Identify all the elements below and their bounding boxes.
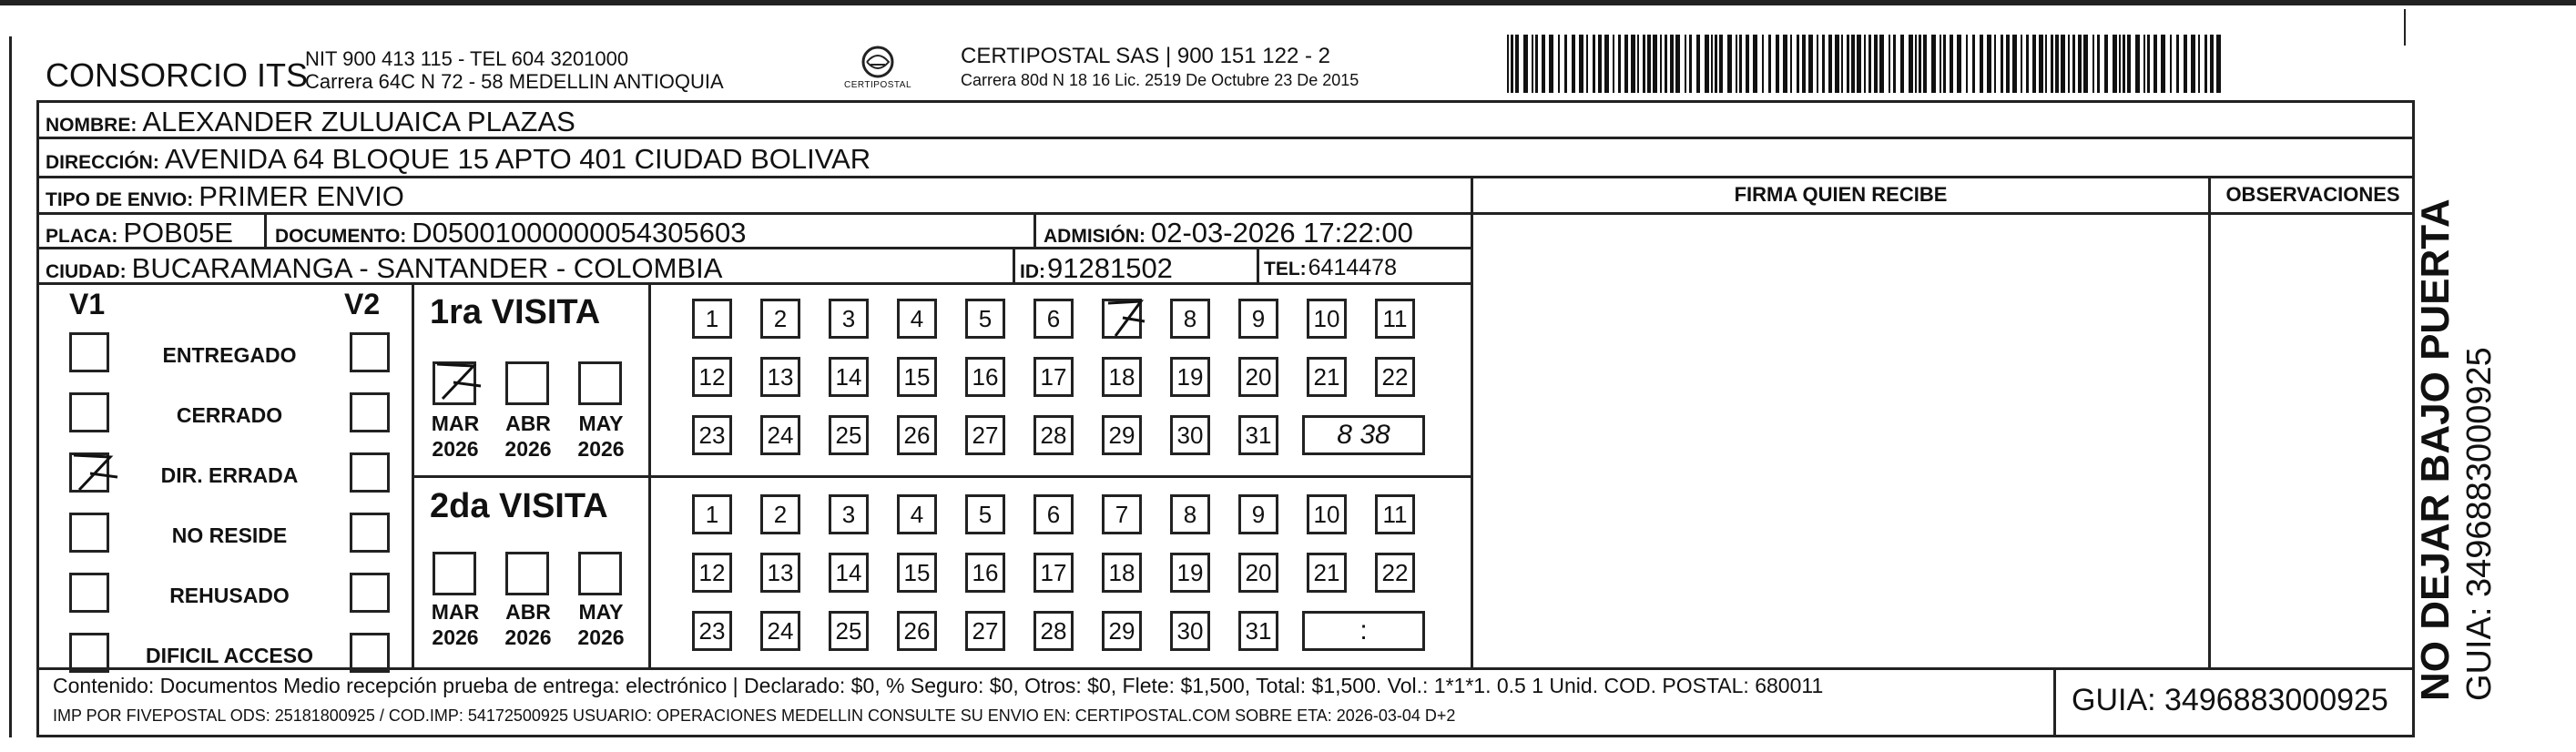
second-visit-day-box[interactable]: 25 [829, 611, 869, 651]
barcode-bar [1696, 35, 1700, 93]
first-visit-day-box[interactable]: 23 [692, 415, 732, 455]
first-visit-title: 1ra VISITA [430, 293, 601, 331]
status-option-label: NO RESIDE [171, 523, 288, 547]
company-address: Carrera 64C N 72 - 58 MEDELLIN ANTIOQUIA [305, 70, 724, 93]
second-visit-day-box[interactable]: 14 [829, 553, 869, 593]
status-option-label: CERRADO [176, 403, 283, 427]
second-visit-day-box[interactable]: 6 [1033, 494, 1074, 534]
tel-divider [1257, 247, 1259, 282]
barcode-bar [1943, 35, 1946, 93]
barcode-bar [1893, 35, 1896, 93]
admision-row [1044, 217, 1413, 249]
first-visit-month-label [496, 411, 560, 462]
v2-checkbox[interactable] [350, 573, 390, 613]
barcode-bar [1618, 35, 1621, 93]
first-visit-day-box[interactable]: 18 [1102, 357, 1142, 397]
id-value: 91281502 [1047, 252, 1173, 284]
barcode-bar [1593, 35, 1595, 93]
admision-divider [1033, 212, 1036, 247]
month-year: 2026 [432, 437, 479, 461]
barcode-bar [1511, 35, 1513, 93]
tel-row [1264, 255, 1397, 281]
barcode-bar [1532, 35, 1533, 93]
barcode-bar [1828, 35, 1832, 93]
ciudad-label: CIUDAD: [46, 261, 127, 282]
day-check-mark [1105, 296, 1150, 341]
month-name: MAY [578, 600, 624, 624]
second-visit-day-box[interactable]: 29 [1102, 611, 1142, 651]
placa-row [46, 217, 233, 249]
second-visit-day-box[interactable]: 2 [760, 494, 800, 534]
barcode-bar [2026, 35, 2029, 93]
second-visit-day-box[interactable]: 26 [897, 611, 937, 651]
v2-checkbox[interactable] [350, 332, 390, 372]
status-option-label: DIR. ERRADA [160, 463, 299, 487]
first-visit-day-box[interactable]: 25 [829, 415, 869, 455]
barcode-bar [1542, 35, 1545, 93]
ciudad-row [46, 252, 722, 285]
firma-left-line [1471, 176, 1473, 667]
barcode-bar [1647, 35, 1651, 93]
firma-header: FIRMA QUIEN RECIBE [1734, 183, 1948, 206]
second-visit-day-box[interactable]: 30 [1170, 611, 1210, 651]
barcode-bar [1613, 35, 1614, 93]
barcode-bar [1966, 35, 1968, 93]
barcode-bar [1689, 35, 1692, 93]
observaciones-header: OBSERVACIONES [2225, 183, 2400, 206]
top-border [0, 0, 2576, 5]
v1-checkbox[interactable] [69, 513, 109, 553]
barcode-bar [1711, 35, 1713, 93]
first-visit-day-box[interactable]: 11 [1375, 299, 1415, 339]
barcode-bar [1868, 35, 1871, 93]
second-visit-day-box[interactable]: 4 [897, 494, 937, 534]
barcode-bar [2092, 35, 2094, 93]
month-name: MAY [578, 412, 624, 435]
barcode-bar [2113, 35, 2117, 93]
barcode-bar [1889, 35, 1890, 93]
month-name: MAR [431, 412, 480, 435]
barcode-bar [2135, 35, 2140, 93]
barcode-bar [2204, 35, 2207, 93]
barcode-bar [1879, 35, 1884, 93]
barcode-bar [1665, 35, 1667, 93]
first-visit-month-box[interactable] [505, 361, 549, 405]
v2-checkbox[interactable] [350, 633, 390, 673]
second-visit-day-box[interactable]: 21 [1307, 553, 1347, 593]
first-visit-day-box[interactable]: 4 [897, 299, 937, 339]
v1-checkbox[interactable] [69, 332, 109, 372]
barcode-bar [1841, 35, 1843, 93]
barcode-bar [1919, 35, 1921, 93]
barcode-bar [1808, 35, 1813, 93]
status-option-label: REHUSADO [169, 584, 290, 607]
barcode-bar [1736, 35, 1737, 93]
barcode-bar [1598, 35, 1602, 93]
tipo-label: TIPO DE ENVIO: [46, 189, 194, 210]
placa-divider [264, 212, 267, 247]
barcode-bar [2210, 35, 2214, 93]
month-year: 2026 [504, 437, 552, 461]
barcode-bar [1835, 35, 1839, 93]
barcode-bar [2072, 35, 2075, 93]
barcode-bar [1980, 35, 1983, 93]
barcode-bar [2001, 35, 2003, 93]
status-option-label: DIFICIL ACCESO [145, 644, 313, 667]
second-visit-day-box[interactable]: 12 [692, 553, 732, 593]
second-visit-day-box[interactable]: 5 [965, 494, 1005, 534]
second-visit-day-box[interactable]: 3 [829, 494, 869, 534]
barcode-bar [1675, 35, 1680, 93]
second-visit-time-box[interactable]: : [1302, 611, 1425, 651]
second-visit-day-box[interactable]: 24 [760, 611, 800, 651]
certipostal-logo-icon [836, 44, 920, 98]
barcode [1507, 35, 2226, 93]
v1-checkbox[interactable] [69, 633, 109, 673]
first-visit-day-box[interactable]: 1 [692, 299, 732, 339]
first-visit-day-box[interactable]: 30 [1170, 415, 1210, 455]
first-visit-day-box[interactable]: 19 [1170, 357, 1210, 397]
month-year: 2026 [577, 437, 625, 461]
first-visit-day-box[interactable]: 14 [829, 357, 869, 397]
barcode-bar [1535, 35, 1538, 93]
second-visit-day-box[interactable]: 31 [1238, 611, 1278, 651]
second-visit-day-box[interactable]: 18 [1102, 553, 1142, 593]
second-visit-day-box[interactable]: 27 [965, 611, 1005, 651]
v2-header: V2 [344, 288, 381, 320]
first-visit-month-label [569, 411, 633, 462]
month-check-mark [433, 359, 484, 404]
first-visit-day-box[interactable]: 9 [1238, 299, 1278, 339]
first-visit-day-box[interactable]: 2 [760, 299, 800, 339]
second-visit-day-box[interactable]: 15 [897, 553, 937, 593]
barcode-bar [1857, 35, 1861, 93]
observaciones-area[interactable] [2213, 215, 2413, 666]
footer-line-1: Contenido: Documentos Medio recepción prueba de entrega: electrónico | Declarado: $0, % Seguro: $0, Otros: $0, Flete: $1,500, Total: $1,500. Vol.: 1*1*1. 0.5 1 Unid. COD. POSTAL: 680011 [53, 674, 1824, 697]
second-visit-day-box[interactable]: 20 [1238, 553, 1278, 593]
v1-check-mark [70, 450, 121, 495]
barcode-bar [1783, 35, 1787, 93]
v1-checkbox[interactable] [69, 452, 109, 493]
first-visit-day-box[interactable]: 12 [692, 357, 732, 397]
first-visit-day-box[interactable]: 26 [897, 415, 937, 455]
footer-line-2: IMP POR FIVEPOSTAL ODS: 25181800925 / COD.IMP: 54172500925 USUARIO: OPERACIONES MEDELLIN CONSULTE SU ENVIO EN: CERTIPOSTAL.COM SOBRE ETA: 2026-03-04 D+2 [53, 706, 1456, 725]
barcode-bar [1923, 35, 1927, 93]
month-year: 2026 [504, 625, 552, 649]
second-visit-day-box[interactable]: 17 [1033, 553, 1074, 593]
barcode-bar [2147, 35, 2150, 93]
id-divider [1013, 247, 1015, 282]
second-visit-day-box[interactable]: 7 [1102, 494, 1142, 534]
footer-guia: GUIA: 3496883000925 [2072, 683, 2388, 717]
barcode-bar [2216, 35, 2221, 93]
second-visit-month-label [569, 599, 633, 650]
documento-row [275, 217, 746, 249]
visit-split-line [412, 475, 1471, 478]
barcode-bar [2061, 35, 2065, 93]
barcode-bar [1909, 35, 1913, 93]
ciudad-value: BUCARAMANGA - SANTANDER - COLOMBIA [131, 252, 723, 284]
v2-checkbox[interactable] [350, 392, 390, 432]
nombre-label: NOMBRE: [46, 115, 137, 136]
barcode-bar [1950, 35, 1953, 93]
barcode-bar [1705, 35, 1709, 93]
month-year: 2026 [577, 625, 625, 649]
barcode-bar [2161, 35, 2165, 93]
barcode-bar [1768, 35, 1771, 93]
first-visit-day-box[interactable]: 31 [1238, 415, 1278, 455]
first-visit-month-box[interactable] [578, 361, 622, 405]
barcode-bar [2083, 35, 2088, 93]
logo-wordmark: CERTIPOSTAL [843, 80, 912, 90]
first-visit-day-box[interactable]: 10 [1307, 299, 1347, 339]
first-visit-day-box[interactable]: 6 [1033, 299, 1074, 339]
barcode-bar [1940, 35, 1941, 93]
v2-checkbox[interactable] [350, 452, 390, 493]
obs-left-line [2208, 176, 2211, 667]
barcode-bar [1915, 35, 1917, 93]
side-text [2413, 118, 2568, 701]
barcode-bar [1762, 35, 1764, 93]
nombre-value: ALEXANDER ZULUAICA PLAZAS [142, 106, 575, 137]
barcode-bar [1817, 35, 1818, 93]
barcode-bar [1523, 35, 1528, 93]
tel-value: 6414478 [1308, 255, 1397, 280]
first-visit-day-box[interactable]: 8 [1170, 299, 1210, 339]
first-visit-day-box[interactable]: 24 [760, 415, 800, 455]
first-visit-day-box[interactable]: 22 [1375, 357, 1415, 397]
barcode-bar [2032, 35, 2036, 93]
second-visit-day-box[interactable]: 13 [760, 553, 800, 593]
barcode-bar [1586, 35, 1588, 93]
barcode-bar [1670, 35, 1674, 93]
second-visit-day-box[interactable]: 28 [1033, 611, 1074, 651]
barcode-bar [1653, 35, 1657, 93]
second-visit-month-label [496, 599, 560, 650]
row-line-2 [36, 176, 2415, 178]
barcode-bar [1660, 35, 1662, 93]
barcode-bar [1637, 35, 1639, 93]
month-name: ABR [505, 412, 551, 435]
barcode-bar [2021, 35, 2022, 93]
second-visit-month-box[interactable] [578, 552, 622, 595]
barcode-bar [2153, 35, 2157, 93]
firma-area[interactable] [1475, 215, 2206, 666]
v1-checkbox[interactable] [69, 573, 109, 613]
v1-header: V1 [69, 288, 106, 320]
barcode-bar [1790, 35, 1792, 93]
barcode-bar [1822, 35, 1825, 93]
barcode-bar [2119, 35, 2121, 93]
barcode-bar [1558, 35, 1560, 93]
second-visit-month-box[interactable] [433, 552, 476, 595]
status-option-label: ENTREGADO [162, 343, 297, 367]
barcode-bar [2097, 35, 2100, 93]
barcode-bar [2051, 35, 2053, 93]
barcode-bar [1579, 35, 1583, 93]
barcode-bar [1851, 35, 1855, 93]
second-visit-day-box[interactable]: 22 [1375, 553, 1415, 593]
second-visit-day-box[interactable]: 1 [692, 494, 732, 534]
company-nit-tel: NIT 900 413 115 - TEL 604 3201000 [305, 47, 629, 70]
first-visit-month-label [423, 411, 487, 462]
barcode-bar [1643, 35, 1645, 93]
placa-value: POB05E [123, 217, 233, 249]
barcode-bar [2055, 35, 2059, 93]
first-visit-day-box[interactable]: 13 [760, 357, 800, 397]
barcode-bar [1507, 35, 1509, 93]
barcode-bar [1715, 35, 1717, 93]
certipostal-subtitle: Carrera 80d N 18 16 Lic. 2519 De Octubre 23 De 2015 [961, 71, 1359, 89]
admision-value: 02-03-2026 17:22:00 [1151, 217, 1413, 249]
barcode-bar [1719, 35, 1723, 93]
placa-label: PLACA: [46, 226, 118, 247]
edge-mark-right [2404, 9, 2406, 46]
nombre-row [46, 106, 575, 138]
barcode-bar [1753, 35, 1757, 93]
v1-checkbox[interactable] [69, 392, 109, 432]
left-edge-mark [9, 36, 12, 737]
barcode-bar [2176, 35, 2179, 93]
barcode-bar [1685, 35, 1686, 93]
month-name: MAR [431, 600, 480, 624]
second-visit-day-box[interactable]: 9 [1238, 494, 1278, 534]
id-label: ID: [1020, 261, 1045, 282]
barcode-bar [2012, 35, 2017, 93]
tipo-value: PRIMER ENVIO [199, 180, 404, 212]
first-visit-day-box[interactable]: 3 [829, 299, 869, 339]
documento-value: D05001000000054305603 [412, 217, 747, 249]
first-visit-day-box[interactable]: 21 [1307, 357, 1347, 397]
second-visit-title: 2da VISITA [430, 487, 608, 525]
barcode-bar [2198, 35, 2200, 93]
barcode-bar [1987, 35, 1991, 93]
second-visit-day-box[interactable]: 16 [965, 553, 1005, 593]
barcode-bar [1549, 35, 1553, 93]
barcode-bar [1624, 35, 1628, 93]
second-visit-day-box[interactable]: 8 [1170, 494, 1210, 534]
barcode-bar [1931, 35, 1936, 93]
admision-label: ADMISIÓN: [1044, 226, 1145, 247]
barcode-bar [1631, 35, 1635, 93]
barcode-bar [2039, 35, 2043, 93]
barcode-bar [1972, 35, 1975, 93]
barcode-bar [2104, 35, 2108, 93]
barcode-bar [2045, 35, 2047, 93]
first-visit-day-box[interactable]: 20 [1238, 357, 1278, 397]
barcode-bar [1957, 35, 1961, 93]
barcode-bar [1864, 35, 1866, 93]
month-name: ABR [505, 600, 551, 624]
first-visit-time-box[interactable]: 8 38 [1302, 415, 1425, 455]
barcode-bar [2170, 35, 2172, 93]
certipostal-logo [836, 44, 920, 98]
barcode-bar [1572, 35, 1575, 93]
direccion-value: AVENIDA 64 BLOQUE 15 APTO 401 CIUDAD BOLIVAR [164, 143, 871, 175]
first-visit-day-box[interactable]: 5 [965, 299, 1005, 339]
first-visit-day-box[interactable]: 27 [965, 415, 1005, 455]
company-name: CONSORCIO ITS [46, 56, 309, 94]
first-visit-day-box[interactable]: 28 [1033, 415, 1074, 455]
first-visit-day-box[interactable]: 29 [1102, 415, 1142, 455]
certipostal-title: CERTIPOSTAL SAS | 900 151 122 - 2 [961, 44, 1330, 68]
second-visit-month-box[interactable] [505, 552, 549, 595]
barcode-bar [2191, 35, 2195, 93]
second-visit-day-box[interactable]: 19 [1170, 553, 1210, 593]
barcode-bar [1604, 35, 1609, 93]
first-visit-month-box[interactable] [433, 361, 476, 405]
barcode-bar [2123, 35, 2125, 93]
barcode-bar [2127, 35, 2131, 93]
barcode-bar [1874, 35, 1878, 93]
barcode-bar [2078, 35, 2082, 93]
barcode-bar [1797, 35, 1799, 93]
first-visit-day-box[interactable]: 15 [897, 357, 937, 397]
second-visit-day-box[interactable]: 10 [1307, 494, 1347, 534]
barcode-bar [2184, 35, 2187, 93]
id-row [1020, 252, 1173, 285]
barcode-bar [1564, 35, 1567, 93]
barcode-bar [2068, 35, 2070, 93]
barcode-bar [1776, 35, 1779, 93]
barcode-bar [1739, 35, 1742, 93]
barcode-bar [1515, 35, 1519, 93]
barcode-bar [1802, 35, 1806, 93]
barcode-bar [1900, 35, 1904, 93]
barcode-bar [2143, 35, 2145, 93]
side-guia: GUIA: 3496883000925 [2460, 347, 2499, 701]
first-visit-day-box[interactable]: 16 [965, 357, 1005, 397]
month-year: 2026 [432, 625, 479, 649]
barcode-bar [1994, 35, 1996, 93]
v2-checkbox[interactable] [350, 513, 390, 553]
direccion-row [46, 143, 871, 176]
barcode-bar [1727, 35, 1732, 93]
second-visit-day-box[interactable]: 11 [1375, 494, 1415, 534]
barcode-graphic [1507, 35, 2226, 93]
side-warning: NO DEJAR BAJO PUERTA [2413, 198, 2458, 701]
first-visit-day-box[interactable]: 17 [1033, 357, 1074, 397]
barcode-bar [1847, 35, 1849, 93]
first-visit-day-box[interactable] [1102, 299, 1142, 339]
documento-label: DOCUMENTO: [275, 226, 407, 247]
direccion-label: DIRECCIÓN: [46, 152, 159, 173]
second-visit-day-box[interactable]: 23 [692, 611, 732, 651]
barcode-bar [2006, 35, 2010, 93]
barcode-bar [1746, 35, 1749, 93]
tipo-row [46, 180, 404, 213]
second-visit-month-label [423, 599, 487, 650]
tel-label: TEL: [1264, 259, 1307, 279]
